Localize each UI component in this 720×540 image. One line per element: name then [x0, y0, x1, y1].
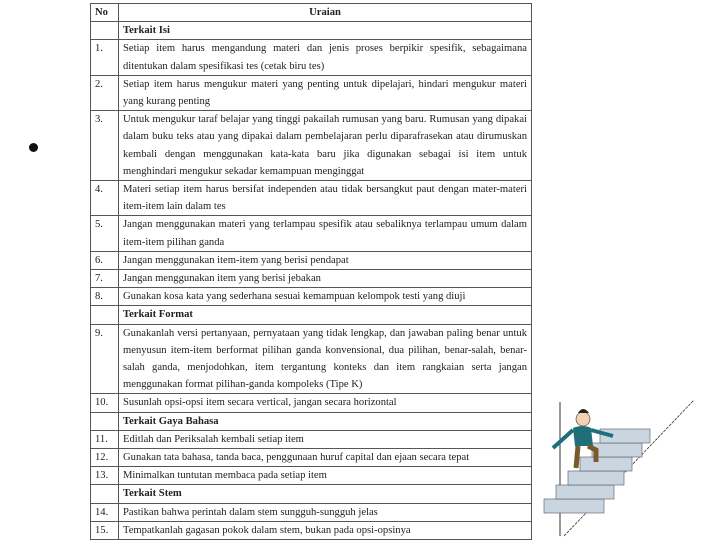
row-description: Gunakan tata bahasa, tanda baca, penggunaan huruf capital dan ejaan secara tepat	[119, 449, 532, 467]
row-number: 13.	[91, 467, 119, 485]
section-row	[91, 306, 532, 324]
row-number: 4.	[91, 181, 119, 216]
section-title: Terkait Format	[119, 306, 532, 324]
row-number	[91, 485, 119, 503]
table-row	[91, 111, 532, 181]
section-title: Terkait Gaya Bahasa	[119, 412, 532, 430]
table-row	[91, 216, 532, 251]
table-row	[91, 430, 532, 448]
row-number: 1.	[91, 40, 119, 75]
row-description: Gunakan kosa kata yang sederhana sesuai kemampuan kelompok testi yang diuji	[119, 288, 532, 306]
header-no: No	[91, 4, 119, 22]
row-number: 8.	[91, 288, 119, 306]
row-number: 7.	[91, 270, 119, 288]
section-title: Terkait Isi	[119, 22, 532, 40]
header-description: Uraian	[119, 4, 532, 22]
table-row	[91, 324, 532, 394]
stairs-illustration	[538, 384, 718, 540]
table-row	[91, 467, 532, 485]
row-description: Jangan menggunakan materi yang terlampau spesifik atau sebaliknya terlampau umum dalam item-item pilihan ganda	[119, 216, 532, 251]
table-row	[91, 521, 532, 539]
row-number: 2.	[91, 75, 119, 110]
row-number: 9.	[91, 324, 119, 394]
row-number	[91, 306, 119, 324]
row-description: Tempatkanlah gagasan pokok dalam stem, bukan pada opsi-opsinya	[119, 521, 532, 539]
section-row	[91, 22, 532, 40]
row-description: Gunakanlah versi pertanyaan, pernyataan yang tidak lengkap, dan jawaban paling benar untuk menyusun item-item berformat pilihan ganda konvensional, dua pilihan, benar-salah, benar-salah ganda, menjodohkan, item tergantung konteks dan item rangkaian serta jangan menggunakan format pilihan-ganda kompoleks (Tipe K)	[119, 324, 532, 394]
table-row	[91, 449, 532, 467]
table-row	[91, 251, 532, 269]
row-description: Setiap item harus mengukur materi yang penting untuk dipelajari, hindari mengukur materi yang kurang penting	[119, 75, 532, 110]
row-number: 6.	[91, 251, 119, 269]
row-number	[91, 412, 119, 430]
row-number: 3.	[91, 111, 119, 181]
row-number: 15.	[91, 521, 119, 539]
row-description: Untuk mengukur taraf belajar yang tinggi pakailah rumusan yang baru. Rumusan yang dipakai dalam buku teks atau yang dipakai dalam pembelajaran perlu diparafrasekan atau dirumuskan kembali dengan menggunakan kata-kata baru jika digunakan sebagai isi item untuk menghindari mengukur sekadar kemampuan menginggat	[119, 111, 532, 181]
table-row	[91, 270, 532, 288]
section-row	[91, 485, 532, 503]
section-row	[91, 412, 532, 430]
section-title: Terkait Stem	[119, 485, 532, 503]
table-row	[91, 288, 532, 306]
row-description: Minimalkan tuntutan membaca pada setiap item	[119, 467, 532, 485]
table-row	[91, 40, 532, 75]
row-number: 12.	[91, 449, 119, 467]
row-number: 10.	[91, 394, 119, 412]
row-number	[91, 22, 119, 40]
row-number: 5.	[91, 216, 119, 251]
row-description: Pastikan bahwa perintah dalam stem sungguh-sungguh jelas	[119, 503, 532, 521]
table-row	[91, 503, 532, 521]
table-row	[91, 181, 532, 216]
table-header-row	[91, 4, 532, 22]
row-description: Susunlah opsi-opsi item secara vertical, jangan secara horizontal	[119, 394, 532, 412]
row-description: Setiap item harus mengandung materi dan jenis proses berpikir spesifik, sebagaimana ditentukan dalam spesifikasi tes (cetak biru tes)	[119, 40, 532, 75]
row-number: 14.	[91, 503, 119, 521]
row-description: Editlah dan Periksalah kembali setiap item	[119, 430, 532, 448]
row-number: 11.	[91, 430, 119, 448]
bullet-point	[29, 143, 38, 152]
table-row	[91, 75, 532, 110]
row-description: Jangan menggunakan item yang berisi jebakan	[119, 270, 532, 288]
row-description: Jangan menggunakan item-item yang berisi pendapat	[119, 251, 532, 269]
table-row	[91, 394, 532, 412]
row-description: Materi setiap item harus bersifat independen atau tidak bersangkut paut dengan mater-materi item-item lain dalam tes	[119, 181, 532, 216]
item-writing-rules-table	[90, 3, 532, 540]
